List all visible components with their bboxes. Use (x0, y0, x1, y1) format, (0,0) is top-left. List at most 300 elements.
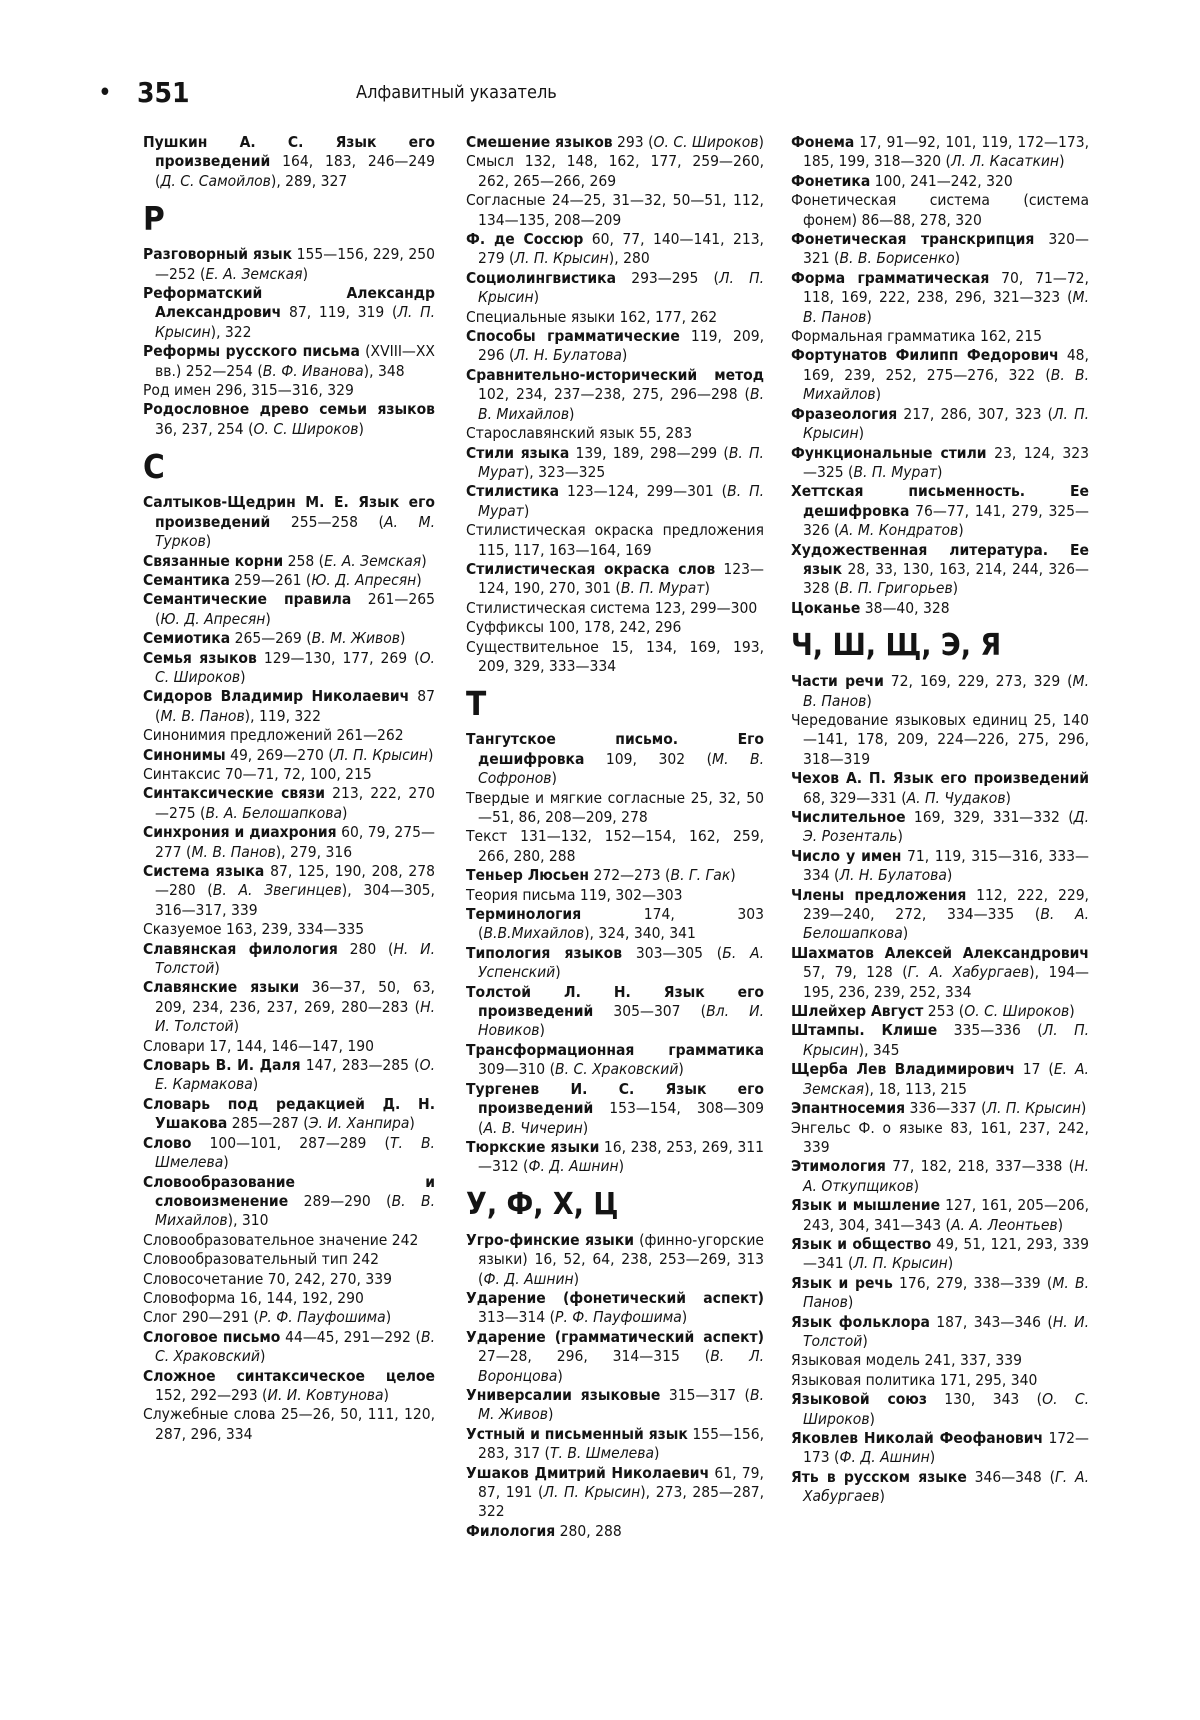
index-entry (466, 944, 764, 983)
index-entry (466, 827, 764, 866)
entry-author: В. А. Белошапкова (803, 905, 1089, 943)
entry-author: О. С. Широков (964, 1002, 1070, 1021)
index-entry (466, 308, 764, 327)
entry-author: О. С. Широков (653, 133, 759, 151)
entry-text: 77, 182, 218, 337—338 ( (885, 1157, 1075, 1176)
entry-heading: Число у имен (791, 846, 902, 865)
index-entry (791, 1468, 1089, 1507)
index-entry (143, 629, 435, 648)
entry-text: ) (223, 1153, 229, 1172)
index-entry (143, 784, 435, 823)
entry-heading: Филология (466, 1521, 556, 1540)
entry-text: 127, 161, 205—206, 243, 304, 341—343 ( (803, 1196, 1089, 1234)
entry-text: ) (758, 133, 764, 151)
entry-text: ), 304—305, 316—317, 339 (155, 881, 435, 919)
entry-heading: Синхрония и диахрония (143, 823, 337, 842)
entry-text: ) (937, 462, 943, 481)
entry-author: В. В. Михайлов (478, 385, 764, 423)
entry-text: 164, 183, 246—249 ( (155, 152, 435, 190)
section-letter: С (143, 447, 165, 487)
index-entry (466, 618, 764, 637)
index-entry (466, 730, 764, 788)
index-column-3 (791, 133, 1089, 1507)
entry-text: ) (421, 551, 427, 570)
index-entry (466, 1425, 764, 1464)
entry-text: ) (523, 501, 530, 520)
entry-text: 313—314 ( (478, 1308, 556, 1327)
entry-text: ) (428, 745, 434, 764)
entry-text: Синонимия предложений 261—262 (143, 726, 404, 745)
entry-heading: Сложное синтаксическое целое (143, 1366, 435, 1385)
entry-heading: Словарь В. И. Даля (143, 1056, 301, 1075)
entry-text: 123—124, 299—301 ( (559, 482, 728, 501)
entry-heading: Язык и мышление (791, 1196, 941, 1215)
entry-author: В. С. Храковский (555, 1060, 679, 1079)
entry-text: Текст 131—132, 152—154, 162, 259, 266, 280, 288 (466, 827, 764, 865)
section-letter: Ч, Ш, Щ, Э, Я (791, 628, 1002, 664)
entry-author: О. Е. Кармакова (155, 1056, 435, 1094)
entry-text: ) (302, 264, 309, 283)
entry-text: 187, 343—346 ( (929, 1312, 1053, 1331)
index-entry (791, 541, 1089, 599)
entry-heading: Универсалии языковые (466, 1385, 661, 1404)
entry-text: 28, 33, 130, 163, 214, 244, 326—328 ( (803, 559, 1089, 598)
index-entry (791, 346, 1089, 404)
entry-text: Теория письма 119, 302—303 (466, 885, 683, 904)
index-entry (466, 366, 764, 424)
entry-heading: Салтыков-Щедрин М. Е. Язык его произведений (143, 493, 435, 531)
index-entry (466, 1464, 764, 1522)
entry-text: ), 348 (363, 361, 405, 380)
entry-text: ), 310 (227, 1211, 269, 1230)
index-entry (143, 978, 435, 1036)
entry-text: 293—295 ( (616, 268, 719, 287)
index-entry (791, 1235, 1089, 1274)
entry-heading: Чехов А. П. Язык его произведений (791, 769, 1089, 788)
entry-author: Л. Н. Булатова (839, 866, 947, 885)
entry-text: 315—317 ( (660, 1385, 750, 1404)
index-entry (143, 1231, 435, 1250)
entry-text: ) (582, 1118, 589, 1137)
entry-text: 129—130, 177, 269 ( (256, 648, 420, 667)
entry-author: Ф. Д. Ашнин (528, 1157, 619, 1176)
index-entry (143, 493, 435, 551)
entry-text: Энгельс Ф. о языке 83, 161, 237, 242, 339 (791, 1118, 1089, 1156)
entry-author: Д. С. Самойлов (160, 171, 271, 190)
entry-author: В. Г. Гак (670, 866, 731, 885)
index-entry (791, 444, 1089, 483)
entry-heading: Слово (143, 1133, 192, 1152)
entry-heading: Язык фольклора (791, 1312, 930, 1331)
entry-text: ) (897, 827, 903, 846)
entry-text: 61, 79, 87, 191 ( (478, 1463, 764, 1501)
entry-heading: Реформатский Александр Александрович (143, 284, 435, 322)
entry-text: Стилистическая окраска предложения 115, 117, 163—164, 169 (466, 521, 764, 559)
entry-author: А. М. Кондратов (839, 521, 959, 540)
index-entry (466, 1328, 764, 1386)
section-letter: Р (143, 199, 165, 239)
entry-text: ), 324, 340, 341 (584, 924, 696, 943)
entry-heading: Фонетическая транскрипция (791, 230, 1035, 249)
entry-text: 17 ( (1014, 1060, 1054, 1079)
entry-text: ) (730, 866, 736, 885)
index-entry (791, 1351, 1089, 1370)
entry-text: ) (557, 1366, 563, 1385)
index-entry (791, 1429, 1089, 1468)
entry-text: 155—156, 283, 317 ( (478, 1424, 764, 1463)
entry-heading: Цоканье (791, 598, 861, 617)
entry-author: М. В. Панов (803, 672, 1089, 710)
entry-heading: Фонема (791, 133, 855, 151)
entry-text: ) (409, 1114, 415, 1133)
entry-author: Н. И. Толстой (803, 1312, 1090, 1350)
index-entry (143, 1308, 435, 1327)
entry-heading: Художественная литература. Ее язык (791, 540, 1089, 578)
entry-author: Ф. Д. Ашнин (483, 1269, 574, 1288)
entry-author: В. М. Живов (478, 1385, 764, 1424)
index-entry (791, 172, 1089, 191)
entry-text: ), 280 (608, 249, 650, 268)
index-entry (466, 521, 764, 560)
entry-text: Чередование языковых единиц 25, 140—141, 178, 209, 224—226, 275, 296, 318—319 (791, 710, 1089, 768)
entry-text: ), 323—325 (523, 462, 606, 481)
entry-author: М. В. Панов (803, 1273, 1089, 1312)
entry-text: 27—28, 296, 314—315 ( (478, 1347, 711, 1366)
entry-text: Формальная грамматика 162, 215 (791, 327, 1043, 346)
index-entry (791, 808, 1089, 847)
entry-text: ) (618, 1157, 625, 1176)
entry-author: Л. П. Крысин (478, 268, 764, 307)
entry-text: 17, 91—92, 101, 119, 172—173, 185, 199, 318—320 ( (803, 133, 1089, 171)
entry-author: Л. П. Крысин (543, 1483, 641, 1501)
index-entry (791, 1119, 1089, 1158)
entry-text: ) (551, 769, 557, 788)
entry-text: 261—265 ( (155, 590, 435, 628)
entry-author: Г. А. Хабургаев (803, 1467, 1089, 1506)
entry-text: 174, 303 ( (478, 905, 764, 943)
index-entry (143, 1095, 435, 1134)
entry-text: 76—77, 141, 279, 325—326 ( (803, 501, 1089, 540)
entry-text: ) (383, 1385, 389, 1404)
section-letter: Т (466, 684, 487, 724)
entry-author: Е. А. Земская (205, 264, 303, 283)
entry-text: 139, 189, 298—299 ( (569, 443, 729, 462)
entry-text: 36—37, 50, 63, 209, 234, 236, 237, 269, 280—283 ( (155, 978, 435, 1016)
entry-heading: Славянская филология (143, 939, 338, 958)
entry-text: ) (958, 521, 964, 540)
index-entry (791, 1099, 1089, 1118)
entry-heading: Трансформационная грамматика (466, 1040, 764, 1059)
entry-author: А. П. Чудаков (906, 788, 1006, 807)
index-entry (143, 920, 435, 939)
entry-author: Л. Н. Булатова (514, 346, 622, 365)
entry-text: ) (946, 866, 953, 885)
entry-text: 48, 169, 239, 252, 275—276, 322 ( (803, 346, 1089, 384)
entry-text: ) (539, 1021, 545, 1040)
entry-heading: Шлейхер Август (791, 1002, 924, 1021)
entry-text: Род имен 296, 315—316, 329 (143, 381, 354, 400)
entry-text: 60, 79, 275—277 ( (155, 823, 435, 861)
entry-text: Словари 17, 144, 146—147, 190 (143, 1036, 374, 1055)
entry-text: ), 322 (210, 322, 252, 341)
index-entry (466, 599, 764, 618)
entry-text: 36, 237, 254 ( (155, 419, 254, 438)
index-entry (791, 944, 1089, 1002)
entry-text: Согласные 24—25, 31—32, 50—51, 112, 134—135, 208—209 (466, 191, 764, 229)
entry-heading: Эпантносемия (791, 1099, 906, 1118)
entry-heading: Этимология (791, 1157, 886, 1176)
entry-text: 49, 51, 121, 293, 339—341 ( (803, 1234, 1089, 1273)
entry-text: 87, 125, 190, 208, 278—280 ( (155, 862, 436, 900)
entry-heading: Язык и общество (791, 1234, 932, 1253)
entry-author: Ю. Д. Апресян (311, 570, 417, 589)
entry-author: О. С. Широков (155, 648, 435, 686)
entry-text: ) (240, 667, 246, 686)
entry-text: 285—287 ( (227, 1114, 309, 1133)
entry-text: 217, 286, 307, 323 ( (897, 404, 1054, 423)
page-header (0, 74, 1200, 110)
entry-text: ) (358, 419, 364, 438)
entry-author: В. Ф. Иванова (262, 361, 364, 380)
entry-text: 259—261 ( (229, 570, 312, 589)
entry-text: Синтаксис 70—71, 72, 100, 215 (143, 764, 372, 783)
entry-text: 272—273 ( (589, 866, 671, 885)
entry-heading: Семантика (143, 570, 230, 589)
index-entry (791, 1371, 1089, 1390)
entry-text: 280 ( (337, 939, 394, 958)
index-entry (791, 886, 1089, 944)
entry-author: В. Л. Воронцова (478, 1347, 764, 1385)
entry-text: 280, 288 (555, 1521, 622, 1540)
entry-author: А. В. Чичерин (483, 1118, 583, 1137)
entry-text: Слог 290—291 ( (143, 1308, 259, 1327)
entry-text: 147, 283—285 ( (300, 1056, 420, 1075)
index-entry (143, 940, 435, 979)
entry-author: В. А. Белошапкова (205, 803, 342, 822)
entry-text: Словосочетание 70, 242, 270, 339 (143, 1269, 392, 1288)
index-entry (466, 638, 764, 677)
entry-text: Сказуемое 163, 239, 334—335 (143, 920, 365, 939)
index-entry (791, 1390, 1089, 1429)
entry-text: ) (858, 424, 865, 443)
entry-heading: Яковлев Николай Феофанович (791, 1429, 1044, 1447)
index-entry (791, 847, 1089, 886)
index-entry (143, 1367, 435, 1406)
entry-text: 255—258 ( (270, 512, 385, 531)
entry-author: Е. А. Земская (803, 1060, 1089, 1098)
entry-heading: Хеттская письменность. Ее дешифровка (791, 482, 1089, 520)
index-entry (143, 1056, 435, 1095)
entry-heading: Тургенев И. С. Язык его произведений (466, 1079, 764, 1118)
index-entry (143, 746, 435, 765)
entry-heading: Стили языка (466, 443, 570, 462)
entry-heading: Фортунатов Филипп Федорович (791, 346, 1059, 365)
entry-text: Стилистическая система 123, 299—300 (466, 598, 758, 617)
entry-heading: Типология языков (466, 943, 623, 962)
entry-author: Вл. И. Новиков (478, 1002, 764, 1040)
entry-heading: Ударение (фонетический аспект) (466, 1288, 764, 1307)
entry-text: ) (952, 579, 959, 598)
entry-author: В. П. Мурат (620, 579, 705, 598)
entry-author: Н. А. Откупщиков (803, 1157, 1089, 1195)
index-entry (791, 1021, 1089, 1060)
entry-heading: Числительное (791, 808, 906, 826)
entry-text: 303—305 ( (622, 943, 723, 962)
entry-heading: Тюркские языки (466, 1137, 600, 1156)
entry-author: В. П. Мурат (853, 462, 938, 481)
entry-author: И. И. Ковтунова (267, 1385, 384, 1404)
index-entry (466, 424, 764, 443)
entry-text: ) (342, 803, 348, 822)
entry-author: В. В. Борисенко (839, 249, 955, 268)
entry-text: 293 ( (612, 133, 654, 151)
entry-heading: Семиотика (143, 629, 231, 648)
index-entry (466, 269, 764, 308)
entry-text: 100, 241—242, 320 (870, 171, 1013, 190)
index-entry (466, 886, 764, 905)
entry-author: В. П. Мурат (478, 482, 764, 520)
entry-heading: Толстой Л. Н. Язык его произведений (466, 982, 764, 1021)
entry-text: ) (847, 1293, 854, 1312)
entry-text: Языковая модель 241, 337, 339 (791, 1351, 1023, 1370)
entry-heading: Тангутское письмо. Его дешифровка (466, 730, 764, 768)
entry-author: Н. И. Толстой (155, 997, 435, 1036)
index-entry (791, 1002, 1089, 1021)
entry-text: ), 279, 316 (275, 842, 353, 861)
index-entry (466, 1289, 764, 1328)
entry-text: ), 194—195, 236, 239, 252, 334 (803, 963, 1090, 1001)
entry-text: ), 119, 322 (244, 706, 322, 725)
entry-text: 72, 169, 229, 273, 329 ( (883, 672, 1073, 691)
entry-text: Суффиксы 100, 178, 242, 296 (466, 618, 682, 637)
entry-heading: Стилистическая окраска слов (466, 559, 716, 578)
entry-heading: Сидоров Владимир Николаевич (143, 687, 410, 706)
entry-text: Служебные слова 25—26, 50, 111, 120, 287, 296, 334 (143, 1405, 435, 1443)
entry-text: 112, 222, 229, 239—240, 272, 334—335 ( (803, 885, 1089, 924)
index-entry (466, 230, 764, 269)
entry-text: ) (416, 570, 422, 589)
index-entry (143, 552, 435, 571)
entry-author: Н. И. Толстой (155, 939, 435, 978)
entry-heading: Семантические правила (143, 590, 352, 609)
index-entry (143, 133, 435, 191)
entry-text: 305—307 ( (593, 1002, 707, 1021)
entry-author: Л. П. Крысин (803, 404, 1089, 443)
entry-text: ) (704, 579, 710, 598)
index-entry (791, 327, 1089, 346)
entry-text: 172—173 ( (803, 1429, 1089, 1467)
entry-author: А. М. Турков (155, 512, 436, 551)
entry-text: 100—101, 287—289 ( (191, 1133, 390, 1152)
entry-text: ) (569, 404, 575, 423)
index-entry (143, 687, 435, 726)
index-entry (791, 1060, 1089, 1099)
index-entry (143, 284, 435, 342)
entry-text: ) (1057, 1215, 1064, 1234)
index-entry (791, 1313, 1089, 1352)
entry-text: ) (654, 1444, 660, 1463)
index-entry (143, 1289, 435, 1308)
entry-heading: Форма грамматическая (791, 268, 990, 287)
entry-text: 68, 329—331 ( (803, 788, 907, 807)
entry-heading: Словарь под редакцией Д. Н. Ушакова (143, 1094, 435, 1133)
entry-text: ) (913, 1176, 920, 1195)
entry-heading: Сравнительно-исторический метод (466, 365, 764, 384)
entry-text: ) (1080, 1099, 1087, 1118)
entry-author: А. А. Леонтьев (950, 1215, 1058, 1234)
entry-text: ) (954, 249, 961, 268)
index-entry (791, 1157, 1089, 1196)
index-entry (466, 983, 764, 1041)
entry-text: 16, 238, 253, 269, 311—312 ( (478, 1137, 765, 1176)
header-bullet: • (98, 78, 112, 108)
entry-text: (финно-угорские языки) 16, 52, 64, 238, 253—269, 313 ( (478, 1230, 765, 1288)
index-entry (143, 726, 435, 745)
entry-text: ) (533, 288, 540, 307)
entry-author: Е. А. Земская (324, 551, 422, 570)
index-entry (466, 905, 764, 944)
entry-text: 123—124, 190, 270, 301 ( (478, 559, 764, 598)
entry-text: Старославянский язык 55, 283 (466, 424, 693, 443)
entry-author: Р. Ф. Пауфошима (555, 1308, 682, 1327)
entry-text: ) (621, 346, 628, 365)
entry-text: 130, 343 ( (926, 1390, 1043, 1409)
entry-text: ) (1005, 788, 1011, 807)
entry-heading: Теньер Люсьен (466, 866, 590, 885)
entry-text: 335—336 ( (937, 1021, 1043, 1040)
entry-author: В. В. Михайлов (155, 1191, 436, 1230)
entry-text: ) (875, 385, 882, 404)
entry-text: ) (681, 1308, 688, 1327)
entry-text: 153—154, 308—309 ( (478, 1099, 764, 1137)
entry-text: 119, 209, 296 ( (478, 327, 764, 365)
index-entry (791, 1274, 1089, 1313)
entry-author: Г. А. Хабургаев (907, 963, 1030, 982)
entry-author: Л. Л. Касаткин (950, 152, 1060, 171)
entry-author: Э. И. Ханпира (308, 1114, 410, 1133)
entry-text: ) (555, 963, 561, 982)
entry-heading: Шахматов Алексей Александрович (791, 943, 1089, 962)
running-title: Алфавитный указатель (356, 82, 557, 103)
entry-text: ) (205, 532, 212, 551)
entry-author: М. В. Панов (191, 842, 276, 861)
entry-heading: Фонетика (791, 171, 871, 190)
entry-text: 258 ( (283, 551, 325, 570)
entry-text: 320—321 ( (803, 230, 1089, 268)
entry-text: ) (385, 1308, 392, 1327)
entry-text: ) (1059, 152, 1065, 171)
entry-heading: Пушкин А. С. Язык его произведений (143, 133, 435, 171)
index-column-1 (143, 133, 435, 1444)
entry-heading: Фразеология (791, 404, 898, 423)
entry-text: 60, 77, 140—141, 213, 279 ( (478, 230, 764, 268)
entry-heading: Способы грамматические (466, 327, 680, 346)
entry-heading: Стилистика (466, 482, 560, 501)
entry-text: ) (259, 1347, 266, 1366)
entry-text: ), 273, 285—287, 322 (478, 1483, 764, 1521)
entry-author: Л. П. Крысин (853, 1254, 948, 1273)
index-entry (466, 1138, 764, 1177)
index-entry (466, 1041, 764, 1080)
index-entry (466, 1522, 764, 1541)
entry-text: 49, 269—270 ( (225, 745, 334, 764)
entry-text: Смысл 132, 148, 162, 177, 259—260, 262, 265—266, 269 (466, 152, 764, 190)
index-entry (791, 191, 1089, 230)
index-entry (143, 342, 435, 381)
index-entry (466, 133, 764, 152)
index-entry (466, 560, 764, 599)
entry-text: 70, 71—72, 118, 169, 222, 238, 296, 321—323 ( (803, 268, 1089, 307)
